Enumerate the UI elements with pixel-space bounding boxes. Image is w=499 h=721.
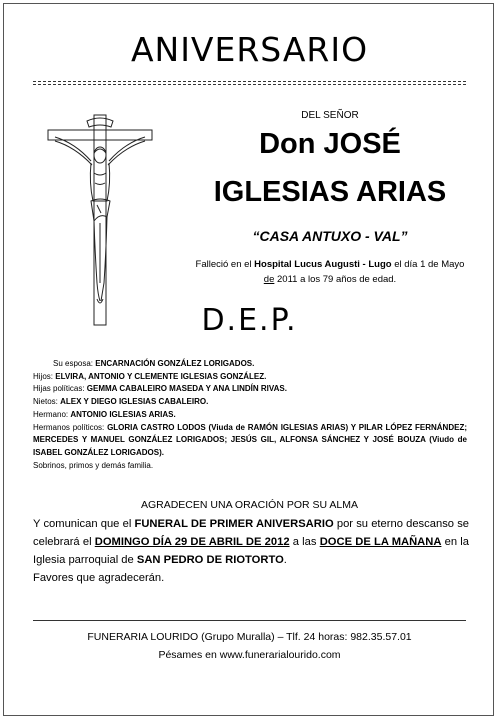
- family-value: ALEX Y DIEGO IGLESIAS CABALEIRO.: [60, 397, 209, 407]
- family-line-spouse: [33, 358, 467, 371]
- condolences-website: Pésames en www.funerarialourido.com: [158, 649, 341, 661]
- announcement-text-1: Y comunican que el: [33, 518, 135, 530]
- divider-top-1: [33, 81, 466, 82]
- death-text-1: Falleció en el: [195, 259, 255, 270]
- family-line-brother: [33, 409, 467, 422]
- death-text-3: 2011 a los 79 años de edad.: [274, 274, 397, 285]
- death-hospital: Hospital Lucus Augusti - Lugo: [254, 259, 392, 270]
- funeral-type: FUNERAL DE PRIMER ANIVERSARIO: [134, 518, 334, 530]
- family-value: ENCARNACIÓN GONZÁLEZ LORIGADOS.: [95, 359, 255, 368]
- family-list: [33, 358, 467, 472]
- family-value: GLORIA CASTRO LODOS (Viuda de RAMÓN IGLESIAS ARIAS) Y PILAR LÓPEZ FERNÁNDEZ; MERCEDES Y MANUEL GONZÁLEZ LORIGADOS; JESÚS GIL, ALFONSA SÁNCHEZ Y JOSÉ BOUZA (Viudo de ISABEL GONZÁLEZ LORIGADOS).: [33, 422, 467, 457]
- family-label: Nietos:: [33, 397, 61, 407]
- thanks-line: AGRADECEN UNA ORACIÓN POR SU ALMA: [140, 499, 359, 511]
- deceased-name-last: IGLESIAS ARIAS: [213, 176, 447, 208]
- closing-line: Favores que agradecerán.: [33, 572, 165, 584]
- death-text-2: el día 1 de Mayo: [391, 259, 465, 270]
- honorific: DEL SEÑOR: [301, 110, 359, 121]
- death-text-de: de: [263, 274, 275, 285]
- family-value: ELVIRA, ANTONIO Y CLEMENTE IGLESIAS GONZÁLEZ.: [55, 371, 267, 381]
- divider-top-2: [33, 84, 466, 85]
- family-value: ANTONIO IGLESIAS ARIAS.: [70, 409, 176, 419]
- family-line-in-laws: [33, 422, 467, 460]
- funeral-date: DOMINGO DÍA 29 DE ABRIL DE 2012: [94, 536, 290, 548]
- family-label: Su esposa:: [53, 359, 96, 368]
- announcement-text-4: en la Iglesia parroquial de: [33, 536, 469, 566]
- family-label: Hermano:: [33, 409, 71, 419]
- funeral-time: DOCE DE LA MAÑANA: [319, 536, 442, 548]
- family-value: GEMMA CABALEIRO MASEDA Y ANA LINDÍN RIVAS.: [86, 384, 287, 394]
- family-line-daughters-in-law: [33, 383, 467, 396]
- funeral-church: SAN PEDRO DE RIOTORTO: [136, 554, 284, 566]
- family-label: Hijas políticas:: [33, 384, 87, 394]
- family-label: Hijos:: [33, 371, 56, 381]
- family-label: Hermanos políticos:: [33, 422, 108, 432]
- footer-divider: [33, 620, 466, 621]
- family-line-children: [33, 371, 467, 384]
- announcement-text-3: a las: [289, 536, 320, 548]
- family-line-others: [33, 460, 467, 473]
- announcement-text-2: por su eterno descanso se celebrará el: [33, 518, 470, 548]
- death-notice: [185, 257, 475, 287]
- funeral-announcement: [33, 515, 469, 587]
- page-title: ANIVERSARIO: [130, 30, 369, 69]
- crucifix-image: [45, 113, 155, 328]
- house-name: “CASA ANTUXO - VAL”: [252, 228, 408, 244]
- announcement-text-5: .: [283, 554, 287, 566]
- family-line-grandchildren: [33, 396, 467, 409]
- dep-text: D.E.P.: [201, 303, 298, 338]
- deceased-name-first: Don JOSÉ: [259, 128, 401, 160]
- funeral-home-contact: FUNERARIA LOURIDO (Grupo Muralla) – Tlf. 24 horas: 982.35.57.01: [87, 631, 412, 643]
- family-label: Sobrinos, primos y demás familia.: [33, 460, 154, 470]
